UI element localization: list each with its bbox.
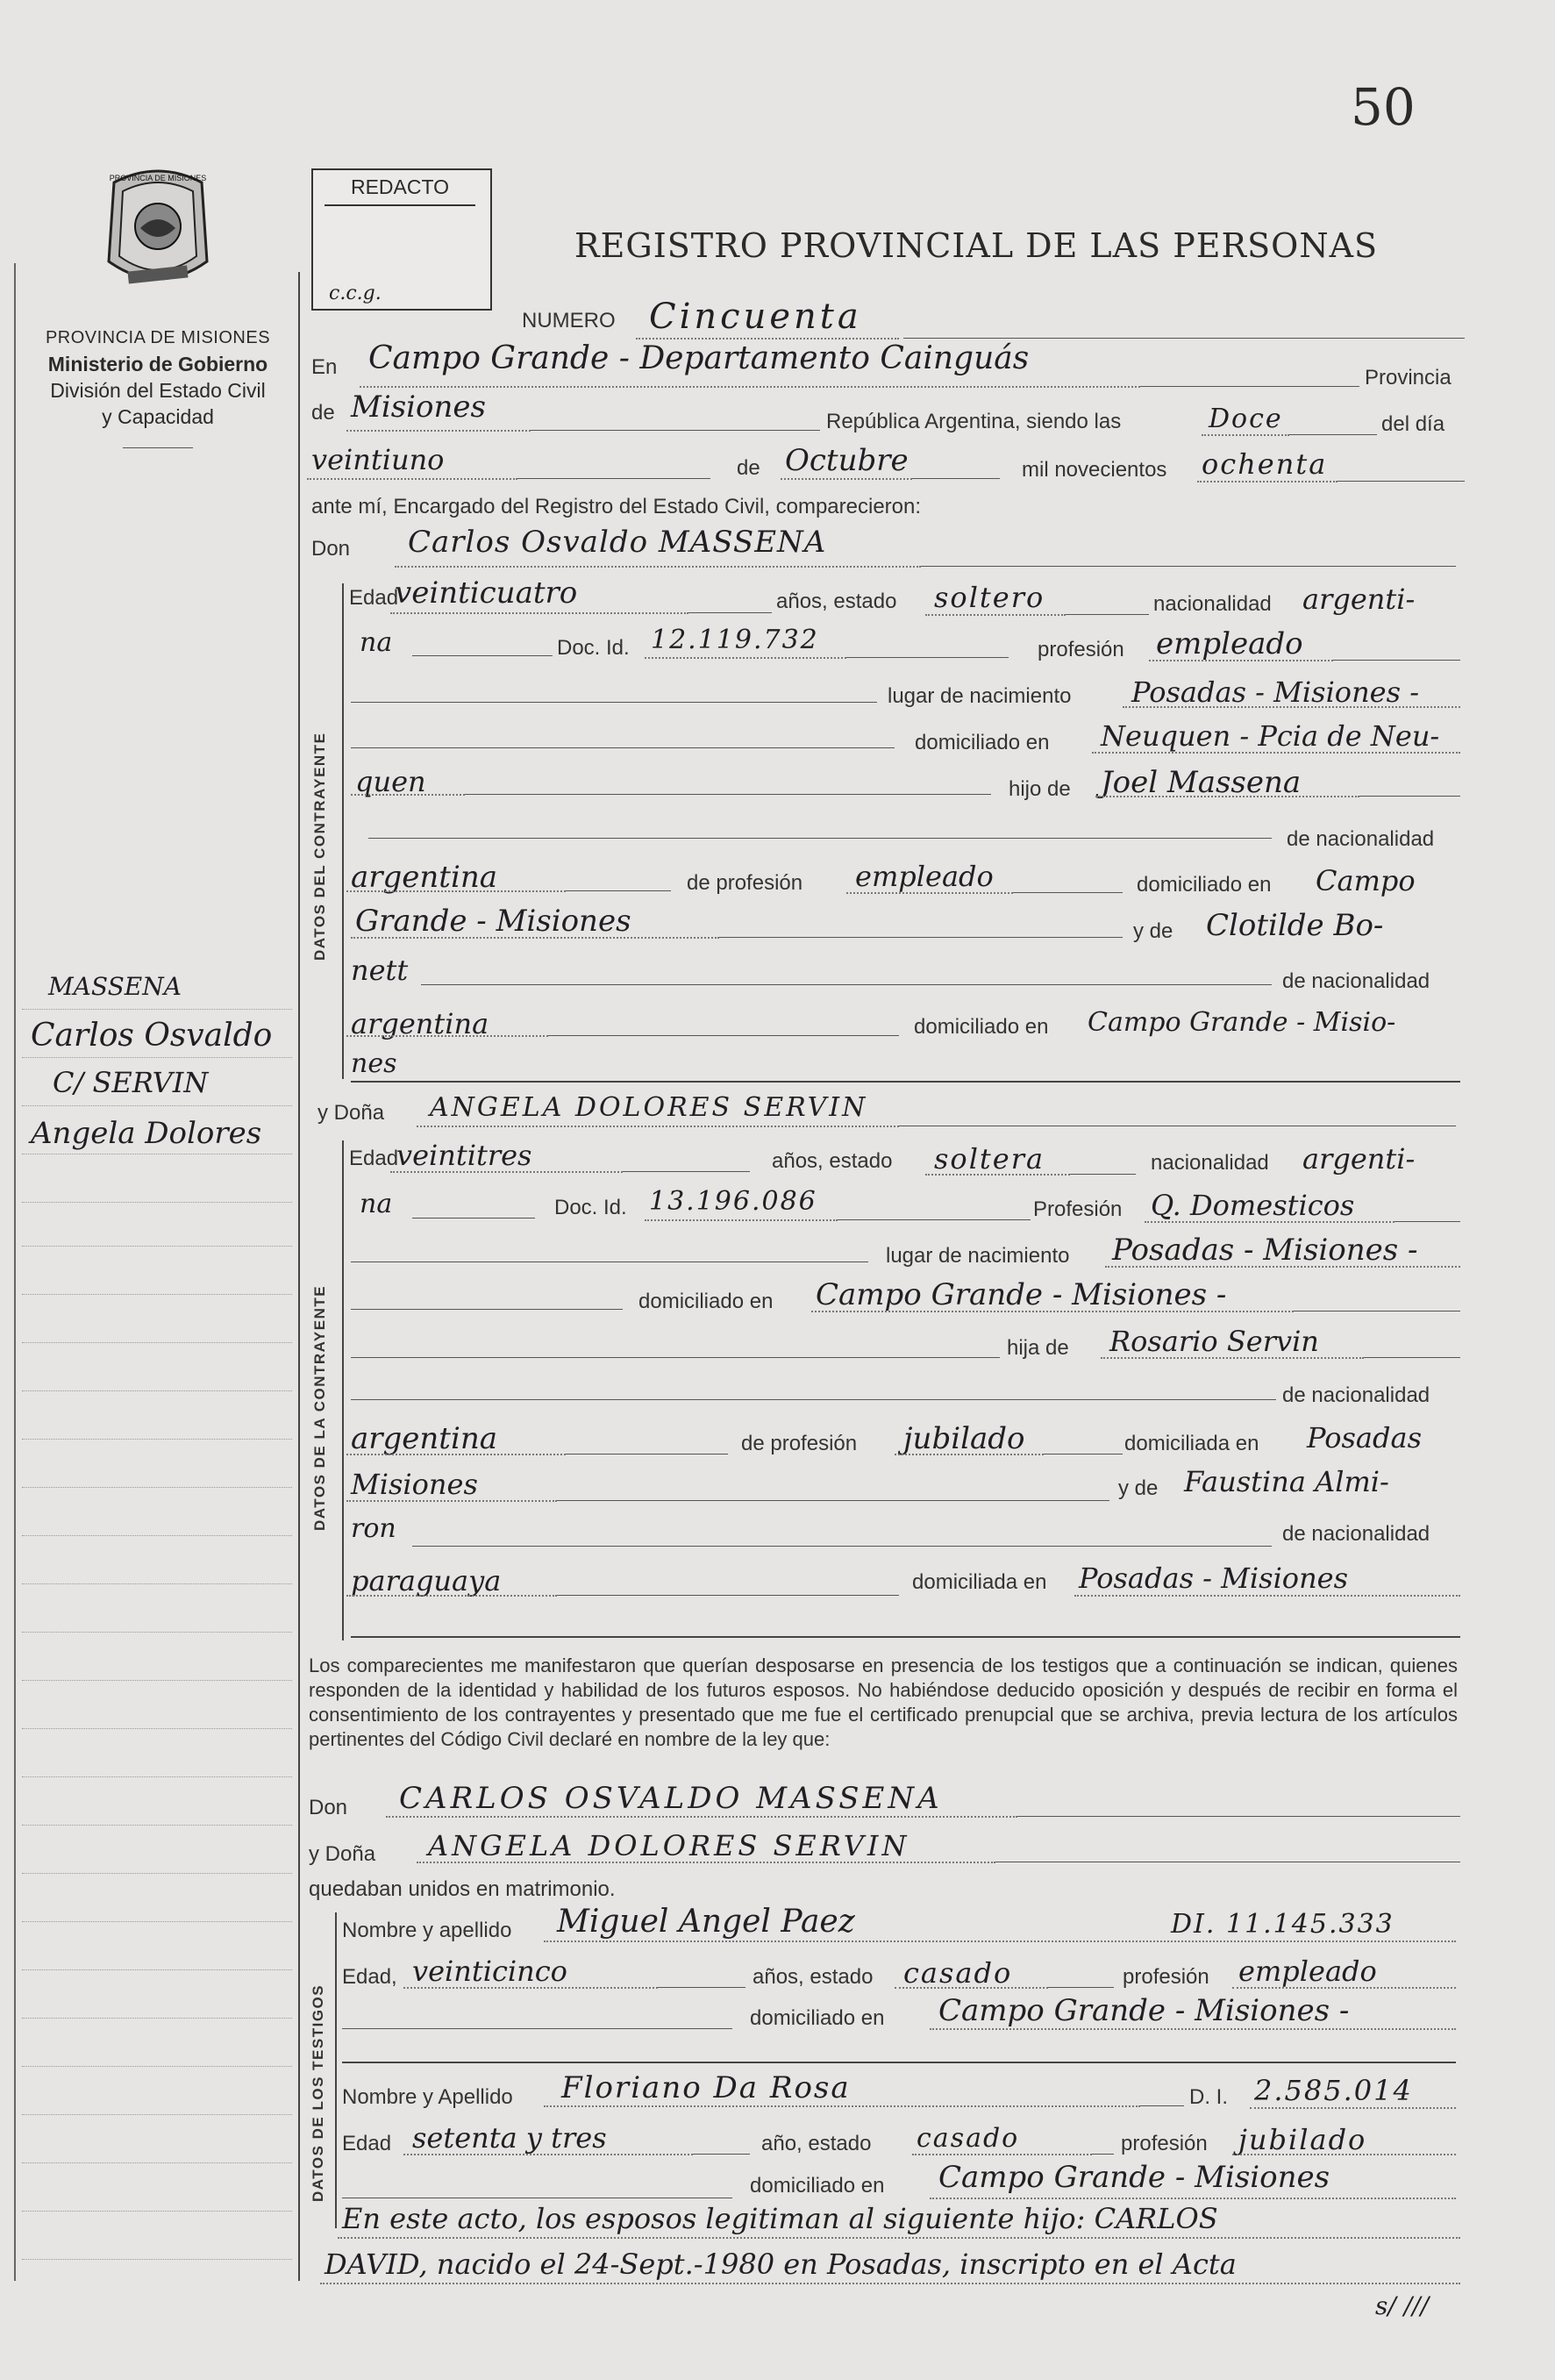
groom-block-bracket bbox=[342, 583, 344, 1079]
ante-mi-text: ante mí, Encargado del Registro del Estado Civil, comparecieron: bbox=[311, 495, 922, 518]
w1-estado-label: años, estado bbox=[753, 1965, 874, 1989]
provincial-seal-icon bbox=[96, 165, 219, 295]
margin-note-name-groom: Carlos Osvaldo bbox=[31, 1018, 273, 1054]
bride-doc-label: Doc. Id. bbox=[554, 1196, 627, 1219]
don-label: Don bbox=[311, 537, 351, 561]
w2-name: Floriano Da Rosa bbox=[561, 2070, 851, 2105]
seal-text: PROVINCIA DE MISIONES bbox=[109, 174, 207, 182]
bride-birthplace: Posadas - Misiones - bbox=[1112, 1233, 1418, 1268]
groom-mother-nac-label: de nacionalidad bbox=[1282, 969, 1430, 993]
groom-civil-status: soltero bbox=[934, 581, 1045, 614]
groom-estado-label: años, estado bbox=[776, 590, 897, 613]
de-month-label: de bbox=[737, 456, 760, 480]
groom-father-nationality: argentina bbox=[351, 860, 498, 895]
groom-name: Carlos Osvaldo MASSENA bbox=[408, 525, 827, 560]
record-number: Cincuenta bbox=[649, 297, 862, 337]
mil-label: mil novecientos bbox=[1022, 458, 1167, 482]
sidebar-divider bbox=[298, 272, 300, 2281]
bride-nationality-2: na bbox=[360, 1189, 393, 1219]
bride-mother-label: y de bbox=[1118, 1476, 1159, 1500]
bride-profesion-label: Profesión bbox=[1033, 1197, 1123, 1221]
continuation-mark: s/ /// bbox=[1375, 2291, 1430, 2320]
groom-profession: empleado bbox=[1156, 626, 1303, 661]
groom-address-1: Neuquen - Pcia de Neu- bbox=[1101, 719, 1440, 753]
legitimation-note-line1: En este acto, los esposos legitiman al siguiente hijo: CARLOS bbox=[342, 2202, 1218, 2235]
issuer-block bbox=[22, 325, 294, 430]
groom-doc-number: 12.119.732 bbox=[651, 625, 819, 655]
bride-section-label: DATOS DE LA CONTRAYENTE bbox=[311, 1284, 328, 1531]
groom-mother-name-1: Clotilde Bo- bbox=[1206, 908, 1384, 943]
w2-edad-label: Edad bbox=[342, 2132, 392, 2155]
bride-address: Campo Grande - Misiones - bbox=[816, 1277, 1227, 1312]
page-number: 50 bbox=[1351, 77, 1416, 137]
de-label: de bbox=[311, 401, 335, 425]
w1-civil-status: casado bbox=[903, 1956, 1013, 1990]
w2-profession: jubilado bbox=[1238, 2123, 1367, 2156]
bride-estado-label: años, estado bbox=[772, 1149, 893, 1173]
decl-dona-label: y Doña bbox=[309, 1842, 376, 1866]
bride-profession: Q. Domesticos bbox=[1151, 1189, 1355, 1222]
division-name: División del Estado Civil bbox=[50, 379, 266, 402]
legitimation-note-line2: DAVID, nacido el 24-Sept.-1980 en Posadas, inscripto en el Acta bbox=[325, 2248, 1237, 2281]
groom-father-dom-label: domiciliado en bbox=[1137, 873, 1272, 897]
bride-mother-nac-label: de nacionalidad bbox=[1282, 1522, 1430, 1546]
stamp-label: REDACTO bbox=[325, 175, 475, 206]
bride-nationality-1: argenti- bbox=[1302, 1142, 1416, 1176]
page-title: REGISTRO PROVINCIAL DE LAS PERSONAS bbox=[574, 226, 1379, 265]
en-label: En bbox=[311, 355, 338, 379]
bride-domicilio-label: domiciliado en bbox=[638, 1290, 774, 1313]
groom-father-prof-label: de profesión bbox=[687, 871, 803, 895]
consent-paragraph: Los comparecientes me manifestaron que querían desposarse en presencia de los testigos que a continuación se indican, quienes responden de la identidad y habilidad de los futuros esposos. No habiéndose deducido oposición y después de recibir en forma el consentimiento de los contrayentes y presentado que me fue el certificado prenupcial que se archiva, previa lectura de los artículos pertinentes del Código Civil declaré en nombre de la ley que: bbox=[309, 1655, 1458, 1750]
w1-profesion-label: profesión bbox=[1123, 1965, 1209, 1989]
groom-edad-label: Edad bbox=[349, 586, 399, 610]
numero-label: NUMERO bbox=[522, 309, 616, 332]
w1-profession: empleado bbox=[1238, 1955, 1377, 1988]
w2-age: setenta y tres bbox=[412, 2121, 607, 2155]
ministry-name: Ministerio de Gobierno bbox=[47, 353, 268, 375]
bride-father-address-1: Posadas bbox=[1307, 1421, 1422, 1454]
margin-note-surname-groom: MASSENA bbox=[48, 972, 182, 1001]
witness-block-bracket bbox=[335, 1912, 337, 2228]
groom-lugar-label: lugar de nacimiento bbox=[888, 684, 1072, 708]
groom-mother-dom-label: domiciliado en bbox=[914, 1015, 1049, 1039]
record-month: Octubre bbox=[785, 443, 909, 478]
margin-note-surname-bride: C/ SERVIN bbox=[53, 1066, 209, 1099]
republica-label: República Argentina, siendo las bbox=[826, 410, 1122, 433]
bride-mother-nationality: paraguaya bbox=[351, 1564, 502, 1597]
w1-name: Miguel Angel Paez bbox=[557, 1904, 855, 1940]
groom-doc-label: Doc. Id. bbox=[557, 636, 630, 660]
province-name: PROVINCIA DE MISIONES bbox=[45, 328, 271, 347]
groom-nacionalidad-label: nacionalidad bbox=[1153, 592, 1272, 616]
decl-groom-name: CARLOS OSVALDO MASSENA bbox=[399, 1781, 943, 1816]
groom-father-name: Joel Massena bbox=[1101, 765, 1302, 800]
groom-nationality-1: argenti- bbox=[1302, 582, 1416, 616]
w2-address: Campo Grande - Misiones bbox=[938, 2160, 1330, 2195]
groom-father-nac-label: de nacionalidad bbox=[1287, 827, 1435, 851]
groom-mother-address-1: Campo Grande - Misio- bbox=[1088, 1007, 1396, 1038]
w2-di: 2.585.014 bbox=[1254, 2074, 1413, 2107]
groom-mother-name-2: nett bbox=[351, 954, 409, 987]
bride-civil-status: soltera bbox=[934, 1142, 1045, 1176]
groom-mother-address-2: nes bbox=[351, 1048, 397, 1079]
decl-don-label: Don bbox=[309, 1796, 348, 1819]
bride-doc-number: 13.196.086 bbox=[649, 1186, 817, 1217]
bride-father-prof-label: de profesión bbox=[741, 1432, 858, 1455]
del-dia-label: del día bbox=[1381, 412, 1445, 436]
groom-section-label: DATOS DEL CONTRAYENTE bbox=[311, 732, 328, 961]
groom-father-profession: empleado bbox=[855, 860, 994, 893]
groom-father-address-1: Campo bbox=[1316, 864, 1416, 897]
w2-profesion-label: profesión bbox=[1121, 2132, 1208, 2155]
issuer-divider bbox=[123, 447, 193, 448]
record-year: ochenta bbox=[1202, 447, 1328, 481]
redacto-stamp bbox=[311, 168, 492, 311]
bride-name: ANGELA DOLORES SERVIN bbox=[430, 1092, 868, 1123]
groom-hijo-label: hijo de bbox=[1009, 777, 1071, 801]
bride-hija-label: hija de bbox=[1007, 1336, 1069, 1360]
groom-address-2: quen bbox=[355, 765, 426, 798]
groom-profesion-label: profesión bbox=[1038, 638, 1124, 661]
bride-age: veintitres bbox=[396, 1139, 532, 1172]
w1-edad-label: Edad, bbox=[342, 1965, 397, 1989]
quedaban-text: quedaban unidos en matrimonio. bbox=[309, 1877, 616, 1901]
w1-di: DI. 11.145.333 bbox=[1171, 1909, 1395, 1940]
dona-label: y Doña bbox=[317, 1101, 385, 1125]
groom-nationality-2: na bbox=[360, 627, 393, 658]
groom-domicilio-label: domiciliado en bbox=[915, 731, 1050, 754]
bride-father-dom-label: domiciliada en bbox=[1124, 1432, 1259, 1455]
bride-father-nac-label: de nacionalidad bbox=[1282, 1383, 1430, 1407]
bride-lugar-label: lugar de nacimiento bbox=[886, 1244, 1070, 1268]
w2-nombre-label: Nombre y Apellido bbox=[342, 2085, 513, 2109]
groom-father-address-2: Grande - Misiones bbox=[355, 904, 631, 939]
bride-father-address-2: Misiones bbox=[351, 1468, 478, 1501]
w2-civil-status: casado bbox=[917, 2123, 1020, 2154]
bride-block-bracket bbox=[342, 1140, 344, 1640]
bride-father-name: Rosario Servin bbox=[1109, 1325, 1319, 1358]
w1-address: Campo Grande - Misiones - bbox=[938, 1993, 1350, 2028]
bride-nacionalidad-label: nacionalidad bbox=[1151, 1151, 1269, 1175]
provincia-label: Provincia bbox=[1365, 366, 1452, 390]
groom-mother-nationality: argentina bbox=[351, 1007, 489, 1040]
record-hour: Doce bbox=[1209, 404, 1283, 434]
groom-birthplace: Posadas - Misiones - bbox=[1131, 675, 1420, 709]
capacity-name: y Capacidad bbox=[102, 405, 214, 428]
left-edge-line bbox=[14, 263, 16, 2281]
w2-estado-label: año, estado bbox=[761, 2132, 872, 2155]
witness-section-label: DATOS DE LOS TESTIGOS bbox=[310, 1983, 326, 2202]
groom-mother-label: y de bbox=[1133, 919, 1173, 943]
bride-mother-address: Posadas - Misiones bbox=[1079, 1562, 1349, 1595]
decl-bride-name: ANGELA DOLORES SERVIN bbox=[428, 1829, 910, 1862]
w2-domicilio-label: domiciliado en bbox=[750, 2174, 885, 2198]
record-place: Campo Grande - Departamento Cainguás bbox=[368, 340, 1030, 376]
record-province: Misiones bbox=[351, 390, 486, 425]
bride-mother-name-1: Faustina Almi- bbox=[1184, 1465, 1389, 1498]
w1-domicilio-label: domiciliado en bbox=[750, 2006, 885, 2030]
bride-mother-dom-label: domiciliada en bbox=[912, 1570, 1047, 1594]
w1-age: veinticinco bbox=[412, 1955, 567, 1988]
w2-di-label: D. I. bbox=[1189, 2085, 1229, 2109]
stamp-initials: c.c.g. bbox=[329, 282, 382, 304]
bride-edad-label: Edad bbox=[349, 1147, 399, 1170]
bride-mother-name-2: ron bbox=[351, 1513, 396, 1544]
margin-note-name-bride: Angela Dolores bbox=[31, 1116, 262, 1151]
bride-father-profession: jubilado bbox=[903, 1421, 1025, 1456]
groom-age: veinticuatro bbox=[395, 575, 578, 611]
record-day: veintiuno bbox=[311, 443, 445, 476]
w1-nombre-label: Nombre y apellido bbox=[342, 1919, 512, 1942]
bride-father-nationality: argentina bbox=[351, 1421, 498, 1456]
